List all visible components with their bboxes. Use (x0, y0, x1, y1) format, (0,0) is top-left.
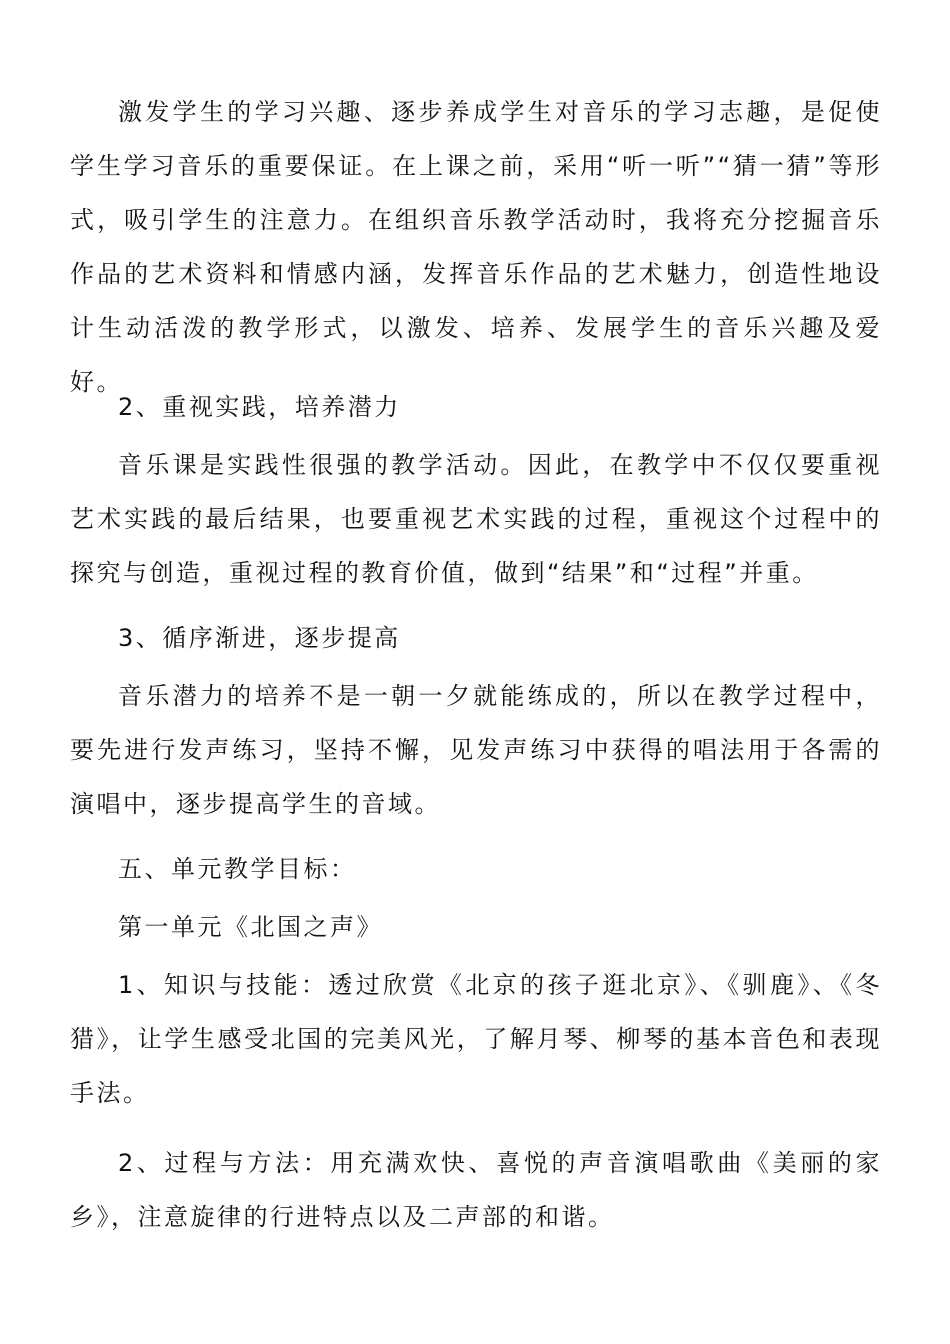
paragraph-interest: 激发学生的学习兴趣、逐步养成学生对音乐的学习志趣，是促使学生学习音乐的重要保证。在上课之前，采用“听一听”“猜一猜”等形式，吸引学生的注意力。在组织音乐教学活动时，我将充分挖掘音乐作品的艺术资料和情感内涵，发挥音乐作品的艺术魅力，创造性地设计生动活泼的教学形式，以激发、培养、发展学生的音乐兴趣及爱好。 (70, 98, 882, 396)
heading-practice: 2、重视实践，培养潜力 (118, 393, 401, 421)
heading-unit-goals: 五、单元教学目标： (118, 855, 357, 883)
heading-unit-one: 第一单元《北国之声》 (118, 913, 383, 941)
paragraph-practice: 音乐课是实践性很强的教学活动。因此，在教学中不仅仅要重视艺术实践的最后结果，也要重视艺术实践的过程，重视这个过程中的探究与创造，重视过程的教育价值，做到“结果”和“过程”并重。 (70, 451, 882, 587)
paragraph-knowledge-skills: 1、知识与技能：透过欣赏《北京的孩子逛北京》、《驯鹿》、《冬猎》，让学生感受北国的完美风光，了解月琴、柳琴的基本音色和表现手法。 (70, 971, 882, 1107)
paragraph-process-method: 2、过程与方法：用充满欢快、喜悦的声音演唱歌曲《美丽的家乡》，注意旋律的行进特点以及二声部的和谐。 (70, 1149, 882, 1231)
paragraph-progressive: 音乐潜力的培养不是一朝一夕就能练成的，所以在教学过程中，要先进行发声练习，坚持不懈，见发声练习中获得的唱法用于各需的演唱中，逐步提高学生的音域。 (70, 682, 882, 818)
heading-progressive: 3、循序渐进，逐步提高 (118, 624, 401, 652)
